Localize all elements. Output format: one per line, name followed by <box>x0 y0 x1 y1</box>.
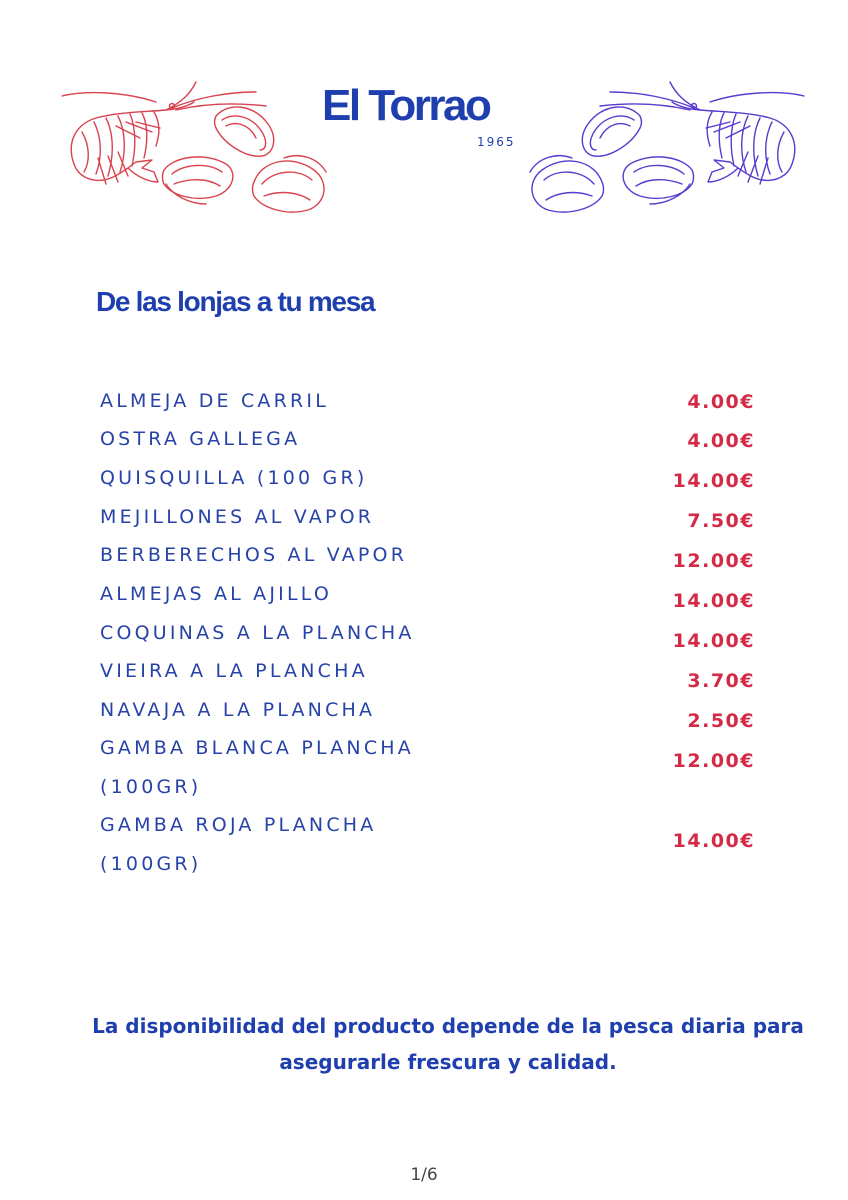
menu-item-price: 4.00€ <box>687 430 755 452</box>
menu-item-name: COQUINAS A LA PLANCHA <box>100 622 415 644</box>
availability-note: La disponibilidad del producto depende de la pesca diaria para asegurarle frescura y calidad. <box>92 1014 804 1074</box>
menu-item-price: 7.50€ <box>687 510 755 532</box>
menu-item-name-line2: (100GR) <box>100 853 202 875</box>
menu-item-name: NAVAJA A LA PLANCHA <box>100 699 376 721</box>
menu-item-price: 3.70€ <box>687 670 755 692</box>
menu-item-name: GAMBA BLANCA PLANCHA <box>100 737 414 759</box>
menu-item-name: GAMBA ROJA PLANCHA <box>100 814 377 836</box>
brand-name: El Torrao <box>322 81 490 130</box>
menu-item-name: BERBERECHOS AL VAPOR <box>100 544 408 566</box>
menu-item-name: OSTRA GALLEGA <box>100 428 301 450</box>
menu-item-price: 12.00€ <box>672 750 755 772</box>
menu-item-name: QUISQUILLA (100 GR) <box>100 467 368 489</box>
menu-item-name: ALMEJA DE CARRIL <box>100 390 330 412</box>
section-title: De las lonjas a tu mesa <box>96 286 375 317</box>
menu-item-name: ALMEJAS AL AJILLO <box>100 583 333 605</box>
menu-item-price: 14.00€ <box>672 830 755 852</box>
menu-item-price: 14.00€ <box>672 590 755 612</box>
menu-item-price: 2.50€ <box>687 710 755 732</box>
founding-year: 1965 <box>477 135 516 149</box>
menu-item-price: 4.00€ <box>687 391 755 413</box>
menu-item-price: 14.00€ <box>672 470 755 492</box>
menu-item-name: MEJILLONES AL VAPOR <box>100 506 375 528</box>
menu-item-price: 12.00€ <box>672 550 755 572</box>
menu-item-name-line2: (100GR) <box>100 776 202 798</box>
menu-item-price: 14.00€ <box>672 630 755 652</box>
menu-item-name: VIEIRA A LA PLANCHA <box>100 660 368 682</box>
page-indicator: 1/6 <box>410 1165 438 1185</box>
